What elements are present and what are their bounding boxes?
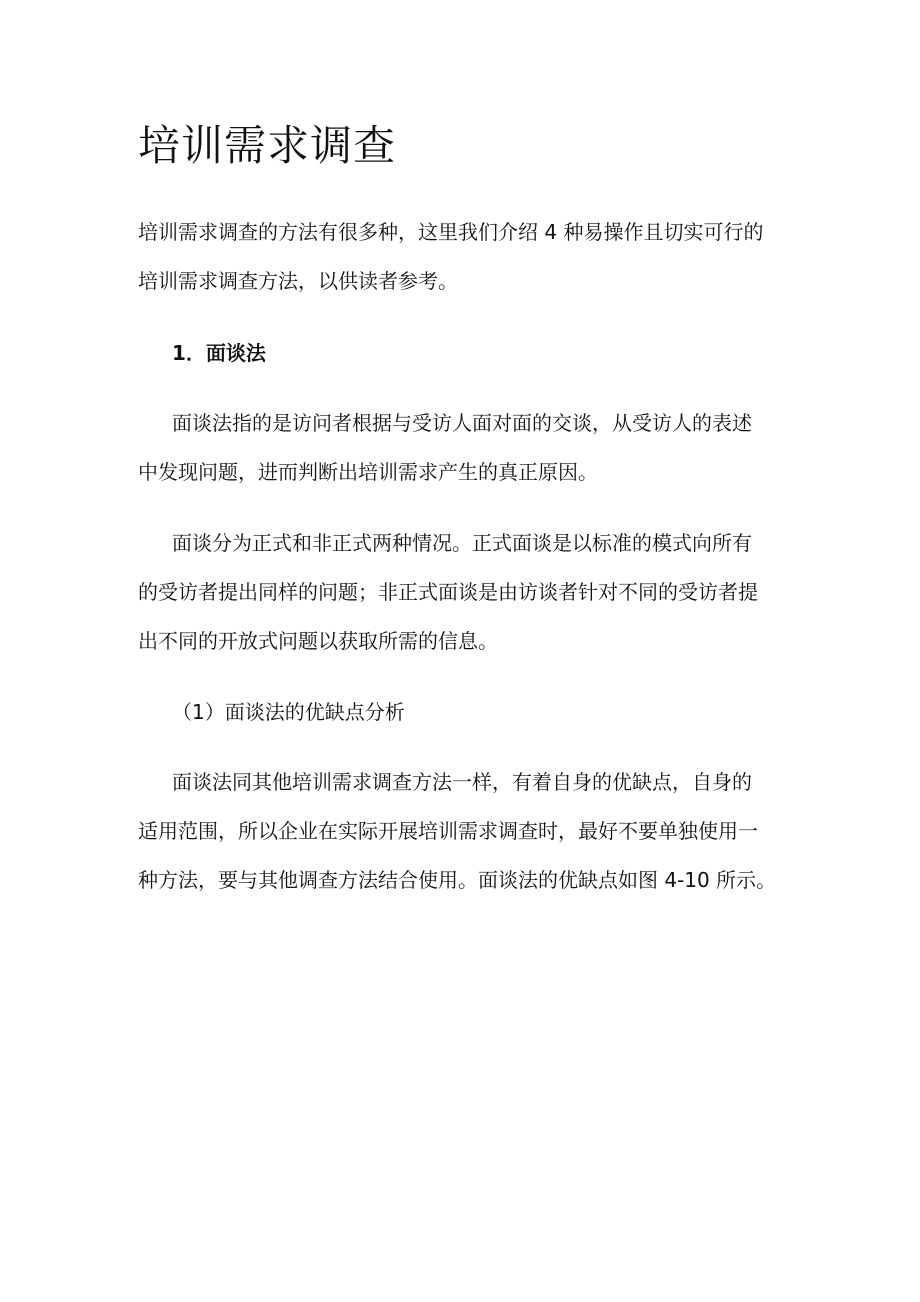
page-title: 培训需求调查 [138, 121, 397, 170]
paragraph-1-line-1: 面谈法指的是访问者根据与受访人面对面的交谈，从受访人的表述 [172, 411, 752, 435]
paragraph-3-line-2: 适用范围，所以企业在实际开展培训需求调查时，最好不要单独使用一 [138, 819, 758, 843]
paragraph-2-line-2: 的受访者提出同样的问题；非正式面谈是由访谈者针对不同的受访者提 [138, 580, 758, 604]
paragraph-1-line-2: 中发现问题，进而判断出培训需求产生的真正原因。 [138, 460, 598, 484]
intro-line-2: 培训需求调查方法，以供读者参考。 [138, 269, 458, 293]
section-heading: 1．面谈法 [172, 341, 266, 365]
intro-line-1: 培训需求调查的方法有很多种，这里我们介绍 4 种易操作且切实可行的 [138, 220, 764, 244]
subheading: （1）面谈法的优缺点分析 [172, 700, 405, 724]
paragraph-3-line-1: 面谈法同其他培训需求调查方法一样，有着自身的优缺点，自身的 [172, 770, 752, 794]
paragraph-2-line-1: 面谈分为正式和非正式两种情况。正式面谈是以标准的模式向所有 [172, 531, 752, 555]
paragraph-3-line-3: 种方法，要与其他调查方法结合使用。面谈法的优缺点如图 4-10 所示。 [138, 868, 777, 892]
paragraph-2-line-3: 出不同的开放式问题以获取所需的信息。 [138, 629, 498, 653]
